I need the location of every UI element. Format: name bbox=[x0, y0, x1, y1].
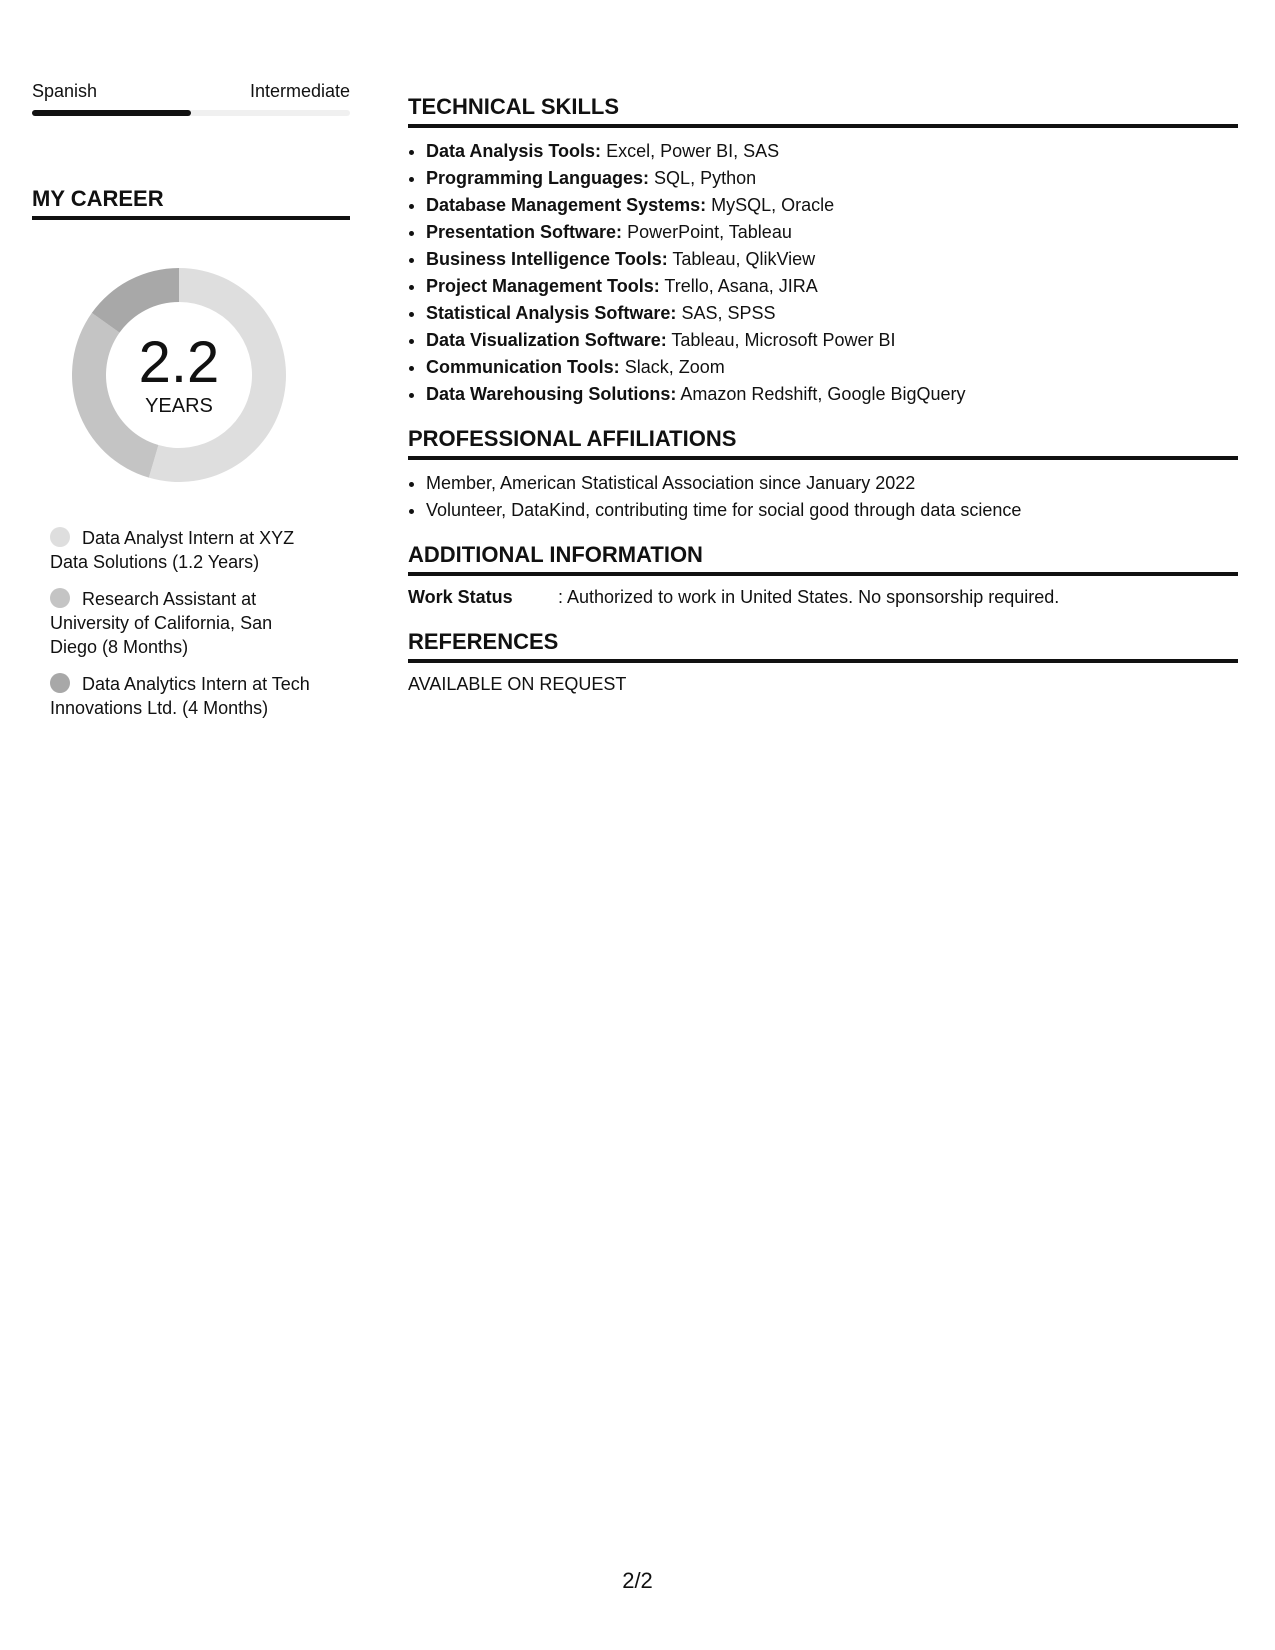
work-status-value: : Authorized to work in United States. No sponsorship required. bbox=[558, 587, 1060, 607]
affiliation-item: • Member, American Statistical Association since January 2022 bbox=[426, 470, 1238, 497]
additional-info-title: ADDITIONAL INFORMATION bbox=[408, 542, 1238, 576]
affiliations-section bbox=[408, 426, 1238, 524]
technical-skills-list bbox=[408, 138, 1238, 408]
skill-item bbox=[426, 273, 1238, 300]
legend-dot-icon bbox=[50, 588, 70, 608]
skill-value: PowerPoint, Tableau bbox=[627, 222, 792, 242]
skill-value: MySQL, Oracle bbox=[711, 195, 835, 215]
right-column bbox=[408, 94, 1238, 698]
language-row bbox=[32, 80, 350, 102]
work-status-row bbox=[408, 584, 1238, 611]
affiliation-item: • Volunteer, DataKind, contributing time for social good through data science bbox=[426, 497, 1238, 524]
skill-item bbox=[426, 165, 1238, 192]
career-total-unit: YEARS bbox=[145, 395, 213, 417]
career-legend-item bbox=[50, 587, 320, 659]
skill-label: Data Visualization Software: bbox=[426, 330, 667, 350]
skill-item bbox=[426, 246, 1238, 273]
skill-item bbox=[426, 300, 1238, 327]
left-column bbox=[32, 80, 350, 733]
skill-item bbox=[426, 327, 1238, 354]
skill-value: SAS, SPSS bbox=[681, 303, 776, 323]
additional-info-section bbox=[408, 542, 1238, 611]
references-text: AVAILABLE ON REQUEST bbox=[408, 674, 627, 694]
language-proficiency-fill bbox=[32, 110, 191, 116]
legend-dot-icon bbox=[50, 527, 70, 547]
technical-skills-title: TECHNICAL SKILLS bbox=[408, 94, 1238, 128]
skill-label: Programming Languages: bbox=[426, 168, 650, 188]
skill-value: SQL, Python bbox=[654, 168, 757, 188]
skill-value: Excel, Power BI, SAS bbox=[606, 141, 780, 161]
career-legend-item bbox=[50, 672, 320, 720]
affiliations-title: PROFESSIONAL AFFILIATIONS bbox=[408, 426, 1238, 460]
skill-value: Tableau, QlikView bbox=[672, 249, 816, 269]
skill-value: Trello, Asana, JIRA bbox=[664, 276, 818, 296]
career-section-title: MY CAREER bbox=[32, 186, 350, 220]
career-total bbox=[64, 260, 294, 490]
career-legend-label: Data Analytics Intern at Tech Innovations Ltd. (4 Months) bbox=[50, 674, 310, 718]
career-legend-label: Research Assistant at University of California, San Diego (8 Months) bbox=[50, 589, 273, 657]
career-legend-label: Data Analyst Intern at XYZ Data Solutions (1.2 Years) bbox=[50, 528, 295, 572]
skill-label: Communication Tools: bbox=[426, 357, 620, 377]
affiliations-list bbox=[408, 470, 1238, 524]
career-legend bbox=[50, 526, 320, 720]
career-donut-chart bbox=[64, 260, 294, 490]
references-section bbox=[408, 629, 1238, 698]
skill-label: Data Warehousing Solutions: bbox=[426, 384, 677, 404]
legend-dot-icon bbox=[50, 673, 70, 693]
references-title: REFERENCES bbox=[408, 629, 1238, 663]
language-proficiency-bar bbox=[32, 110, 350, 116]
skill-label: Database Management Systems: bbox=[426, 195, 707, 215]
skill-label: Presentation Software: bbox=[426, 222, 623, 242]
career-total-value: 2.2 bbox=[138, 330, 220, 395]
skill-value: Slack, Zoom bbox=[624, 357, 725, 377]
skill-item bbox=[426, 192, 1238, 219]
career-legend-item bbox=[50, 526, 320, 574]
skill-value: Amazon Redshift, Google BigQuery bbox=[680, 384, 966, 404]
skill-item bbox=[426, 354, 1238, 381]
skill-item bbox=[426, 219, 1238, 246]
page-number: 2/2 bbox=[622, 1568, 653, 1593]
skill-label: Statistical Analysis Software: bbox=[426, 303, 677, 323]
skill-item bbox=[426, 381, 1238, 408]
skill-label: Business Intelligence Tools: bbox=[426, 249, 668, 269]
work-status-label: Work Status bbox=[408, 587, 513, 607]
skill-label: Data Analysis Tools: bbox=[426, 141, 602, 161]
language-name: Spanish bbox=[32, 81, 98, 101]
language-level: Intermediate bbox=[249, 81, 350, 101]
skill-label: Project Management Tools: bbox=[426, 276, 660, 296]
skill-item bbox=[426, 138, 1238, 165]
skill-value: Tableau, Microsoft Power BI bbox=[671, 330, 896, 350]
